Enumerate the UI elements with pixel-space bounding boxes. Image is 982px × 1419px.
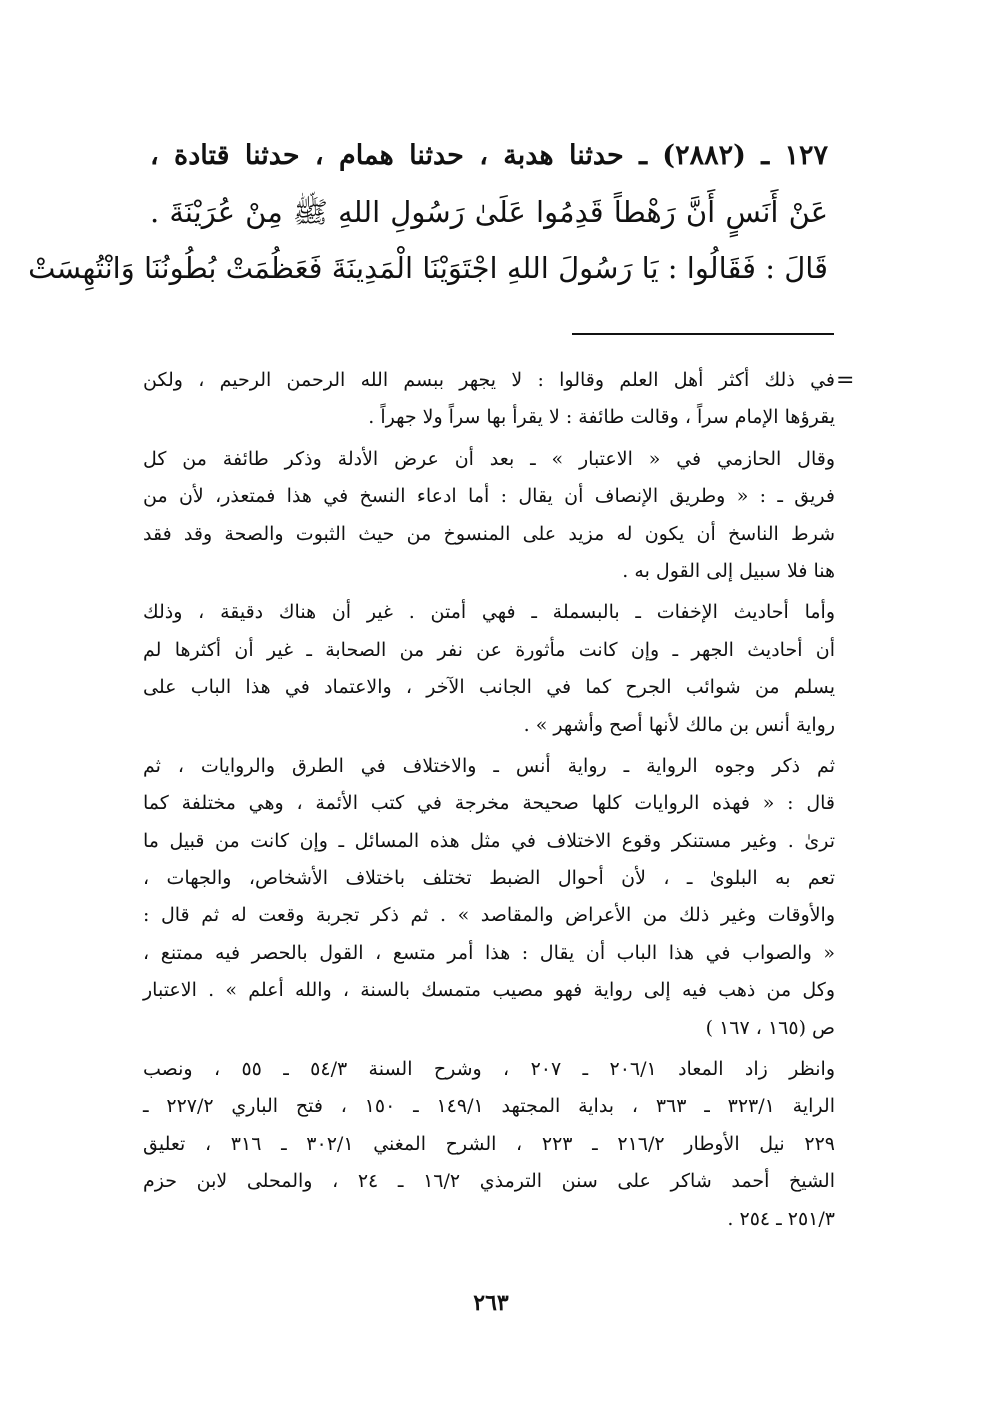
footnote-paragraph [143, 441, 835, 591]
footnote-paragraph [143, 362, 835, 437]
footnote-line: الراية ٣٢٣/١ ـ ٣٦٣ ، بداية المجتهد ١٤٩/١ ـ ١٥٠ ، فتح الباري ٢٢٧/٢ ـ [143, 1095, 835, 1118]
footnote-line: ترىٰ . وغير مستنكر وقوع الاختلاف في مثل هذه المسائل ـ وإن كانت من قبيل ما [143, 829, 835, 852]
page-number: ٢٦٣ [473, 1290, 509, 1316]
footnote-line: رواية أنس بن مالك لأنها أصح وأشهر » . [523, 713, 835, 736]
footnote-line: وقال الحازمي في « الاعتبار » ـ بعد أن عرض الأدلة وذكر طائفة من كل [143, 447, 835, 470]
footnote-line: الشيخ أحمد شاكر على سنن الترمذي ١٦/٢ ـ ٢٤ ، والمحلى لابن حزم [143, 1170, 835, 1193]
footnote-line: ٢٢٩ نيل الأوطار ٢١٦/٢ ـ ٢٢٣ ، الشرح المغني ٣٠٢/١ ـ ٣١٦ ، تعليق [143, 1132, 835, 1155]
footnote-line: تعم به البلوىٰ ـ ، لأن أحوال الضبط تختلف باختلاف الأشخاص، والجهات ، [143, 867, 835, 890]
footnote-line: هنا فلا سبيل إلى القول به . [622, 559, 835, 582]
footnote-line: وكل من ذهب فيه إلى رواية فهو مصيب متمسك بالسنة ، والله أعلم » . الاعتبار [143, 979, 836, 1002]
footnote-line: وانظر زاد المعاد ٢٠٦/١ ـ ٢٠٧ ، وشرح السنة ٥٤/٣ ـ ٥٥ ، ونصب [143, 1058, 835, 1081]
footnote-paragraph [143, 594, 835, 744]
footnote-line: ثم ذكر وجوه الرواية ـ رواية أنس ـ والاختلاف في الطرق والروايات ، ثم [143, 754, 835, 777]
footnotes [143, 362, 835, 1242]
footnote-line: قال : « فهذه الروايات كلها صحيحة مخرجة في كتب الأئمة ، وهي مختلفة كما [143, 792, 835, 815]
footnote-paragraph [143, 1051, 835, 1238]
footnote-line: والأوقات وغير ذلك من الأعراض والمقاصد » . ثم ذكر تجربة وقعت له ثم قال : [143, 904, 835, 927]
footnote-line: أن أحاديث الجهر ـ وإن كانت مأثورة عن نفر من الصحابة ـ غير أن أكثرها لم [143, 638, 835, 661]
hadith-text [28, 128, 828, 296]
footnote-line: ٢٥١/٣ ـ ٢٥٤ . [727, 1207, 835, 1230]
footnote-paragraph [143, 748, 835, 1047]
footnote-line: في ذلك أكثر أهل العلم وقالوا : لا يجهر ببسم الله الرحمن الرحيم ، ولكن [143, 369, 835, 391]
footnote-line: فريق ـ : « وطريق الإنصاف أن يقال : أما ادعاء النسخ في هذا فمتعذر، لأن من [143, 485, 835, 508]
footnote-line: شرط الناسخ أن يكون له مزيد على المنسوخ من حيث الثبوت والصحة وقد فقد [143, 522, 835, 545]
hadith-matn-line: قَالَ : فَقَالُوا : يَا رَسُولَ اللهِ اجْتَوَيْنَا الْمَدِينَةَ فَعَظُمَتْ بُطُونُنَا وَانْتُهِسَتْ [28, 251, 828, 285]
footnote-line: يقرؤها الإمام سراً ، وقالت طائفة : لا يقرأ بها سراً ولا جهراً . [368, 406, 835, 429]
footnote-continuation-marker: = [836, 368, 855, 393]
hadith-matn-line: عَنْ أَنَسٍ أَنَّ رَهْطاً قَدِمُوا عَلَىٰ رَسُولِ اللهِ ﷺ مِنْ عُرَيْنَةَ . [150, 195, 828, 229]
hadith-isnad-line: ١٢٧ ـ (٢٨٨٢) ـ حدثنا هدبة ، حدثنا همام ، حدثنا قتادة ، [150, 140, 828, 171]
footnote-divider [572, 333, 834, 335]
footnote-line: وأما أحاديث الإخفات ـ بالبسملة ـ فهي أمتن . غير أن هناك دقيقة ، وذلك [143, 601, 835, 624]
footnote-line: ص (١٦٥ ، ١٦٧ ) [705, 1016, 835, 1039]
footnote-line: « والصواب في هذا الباب أن يقال : هذا أمر متسع ، القول بالحصر فيه ممتنع ، [143, 941, 835, 964]
footnote-line: يسلم من شوائب الجرح كما في الجانب الآخر ، والاعتماد في هذا الباب على [143, 676, 835, 699]
